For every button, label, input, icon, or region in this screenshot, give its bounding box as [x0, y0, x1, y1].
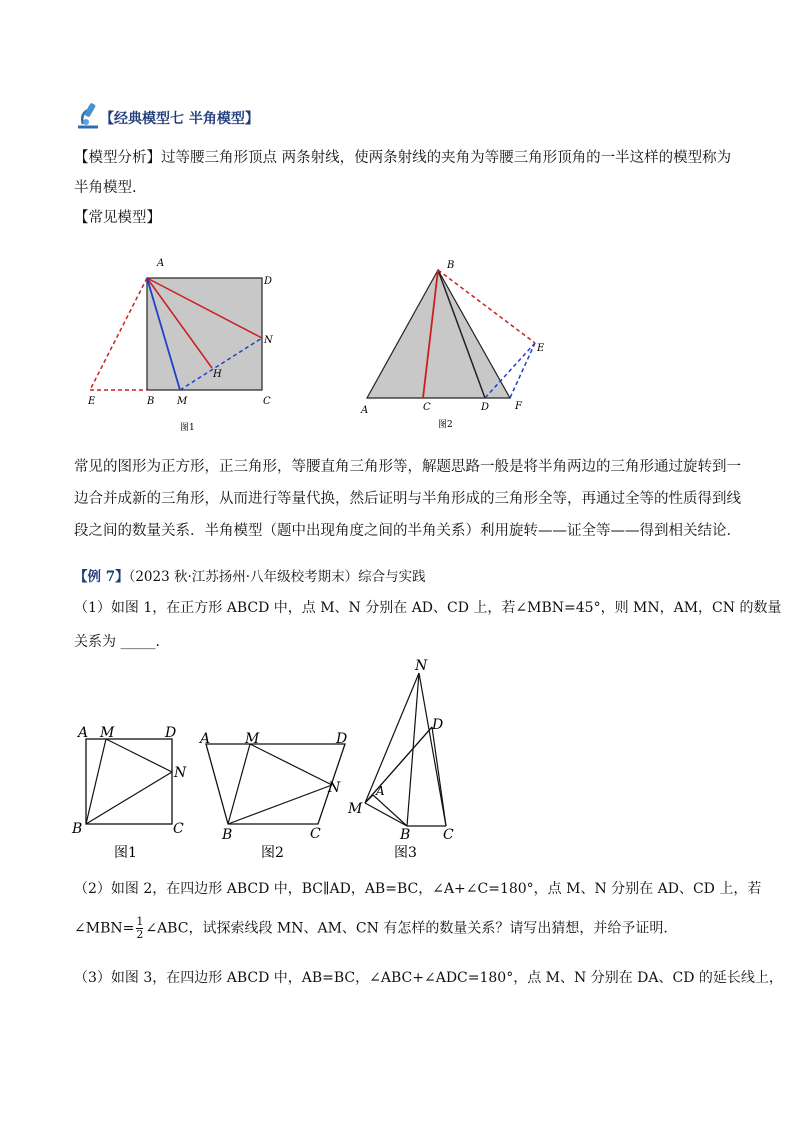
q2-line-2 [74, 916, 668, 941]
label-A: A [78, 725, 89, 741]
fraction-denominator: 2 [136, 928, 144, 941]
label-D: D [264, 276, 273, 287]
label-N: N [264, 335, 273, 346]
model-figure-1 [80, 250, 290, 440]
q2-line-1: （2）如图 2，在四边形 ABCD 中，BC∥AD，AB=BC，∠A+∠C=180°，点 M、N 分别在 AD、CD 上，若 [74, 881, 762, 897]
fraction [136, 916, 143, 941]
example-figure-3 [347, 658, 454, 861]
label-C: C [263, 396, 271, 407]
label-B: B [222, 827, 233, 843]
caption: 图1 [114, 845, 137, 861]
fraction-numerator: 1 [136, 915, 144, 928]
label-C: C [310, 826, 321, 842]
label-N: N [174, 765, 187, 781]
label-M: M [100, 725, 115, 741]
example-header [74, 567, 426, 587]
example-figure-1 [71, 725, 187, 861]
label-N: N [328, 780, 341, 796]
label-B: B [447, 260, 455, 271]
analysis-line-1 [74, 148, 731, 168]
label-A: A [361, 405, 369, 416]
description-line-1: 常见的图形为正方形，正三角形，等腰直角三角形等，解题思路一般是将半角两边的三角形通过旋转到一 [74, 459, 741, 475]
microscope-icon [74, 100, 102, 130]
q2-pre: ∠MBN= [74, 920, 135, 937]
model-figure-2 [355, 255, 565, 435]
label-D: D [336, 731, 348, 747]
caption: 图2 [438, 420, 453, 430]
analysis-text: 过等腰三角形顶点 两条射线，使两条射线的夹角为等腰三角形顶角的一半这样的模型称为 [161, 150, 732, 166]
q3-line-1: （3）如图 3，在四边形 ABCD 中，AB=BC，∠ABC+∠ADC=180°，点 M、N 分别在 DA、CD 的延长线上， [74, 970, 783, 986]
label-B: B [147, 396, 155, 407]
label-E: E [88, 396, 96, 407]
label-M: M [177, 396, 188, 407]
label-A: A [157, 258, 165, 269]
label-C: C [173, 821, 184, 837]
label-C: C [423, 402, 431, 413]
description-line-3: 段之间的数量关系．半角模型（题中出现角度之间的半角关系）利用旋转——证全等——得到相关结论． [74, 523, 741, 539]
caption: 图1 [180, 423, 195, 433]
label-D: D [432, 717, 444, 733]
label-D: D [481, 402, 490, 413]
label-E: E [537, 343, 545, 354]
analysis-line-2: 半角模型. [74, 180, 137, 196]
caption: 图2 [261, 845, 284, 861]
example-figure-2 [198, 731, 347, 861]
label-A: A [376, 784, 385, 798]
example-source: （2023 秋·江苏扬州·八年级校考期末）综合与实践 [128, 569, 426, 585]
label-C: C [443, 827, 454, 843]
q2-post: ∠ABC，试探索线段 MN、AM、CN 有怎样的数量关系？请写出猜想，并给予证明. [145, 920, 668, 937]
label-M: M [348, 801, 363, 817]
label-A: A [200, 731, 211, 747]
analysis-label: 【模型分析】 [74, 150, 161, 166]
q1-line-2: 关系为 _____. [74, 634, 160, 650]
caption: 图3 [394, 845, 417, 861]
label-M: M [245, 731, 260, 747]
label-B: B [400, 827, 411, 843]
description-line-2: 边合并成新的三角形，从而进行等量代换，然后证明与半角形成的三角形全等，再通过全等的性质得到线 [74, 491, 741, 507]
label-F: F [515, 401, 522, 412]
label-N: N [415, 658, 428, 674]
q1-line-1: （1）如图 1，在正方形 ABCD 中，点 M、N 分别在 AD、CD 上，若∠MBN=45°，则 MN，AM，CN 的数量 [74, 600, 782, 616]
label-B: B [72, 821, 83, 837]
label-D: D [165, 725, 177, 741]
example-figures [70, 655, 490, 865]
common-label: 【常见模型】 [74, 210, 161, 226]
label-H: H [213, 369, 222, 380]
example-tag: 【例 7】 [74, 569, 129, 585]
section-title: 【经典模型七 半角模型】 [100, 111, 259, 127]
